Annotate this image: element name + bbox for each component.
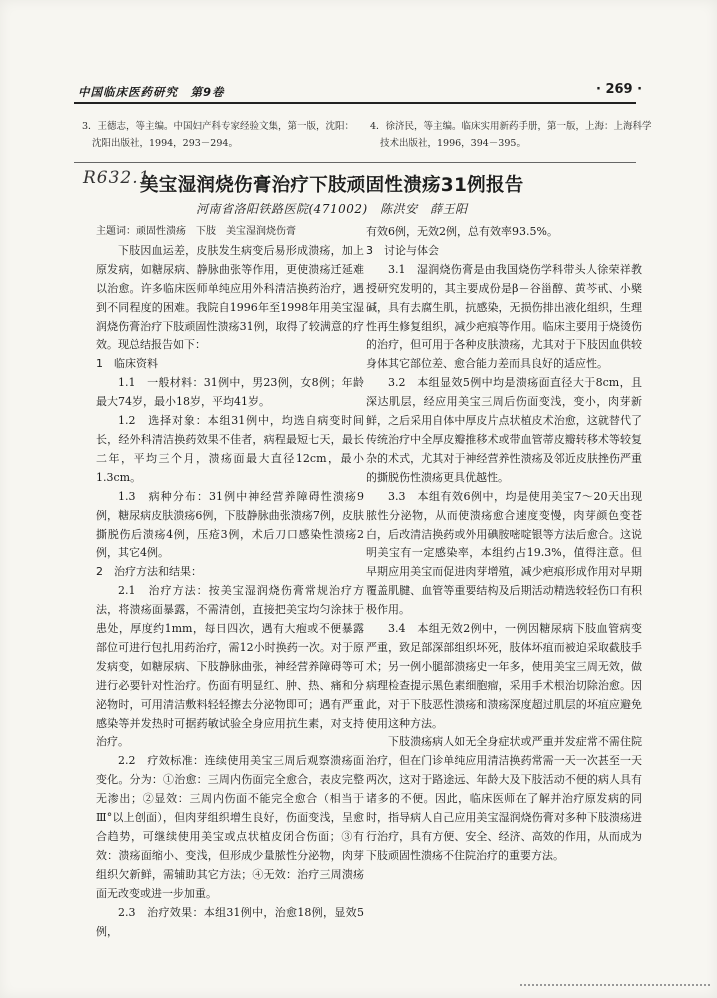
paragraph: 1.3 病种分布：31例中神经营养障碍性溃疡9例，糖尿病皮肤溃疡6例，下肢静脉曲张溃疡7例，皮肤撕脱伤后溃疡4例，压疮3例，术后刀口感染性溃疡2例，其它4例。 [96, 489, 364, 560]
right-column [366, 223, 642, 866]
page-number: · 269 · [596, 82, 643, 97]
paragraph: 3.4 本组无效2例中，一例因糖尿病下肢血管病变严重，致足部深部组织坏死，肢体坏疽而被迫采取截肢手术；另一例小腿部溃疡史一年多，使用美宝三周无效，做病理检查提示黑色素细胞瘤，采用手术根治切除治愈。因此，对于下肢恶性溃疡和溃疡深度超过肌层的坏疽应避免使用这种方法。 [366, 622, 642, 730]
article-affiliation: 河南省洛阳铁路医院(471002) 陈洪安 薛王阳 [196, 202, 468, 216]
header-rule [74, 102, 636, 104]
paragraph: 1.2 选择对象：本组31例中，均选自病变时间长，经外科清洁换药效果不佳者，病程最短七天，最长二年，平均三个月，溃疡面最大直径12cm，最小1.3cm。 [96, 414, 364, 484]
reference-item: 4．徐济民，等主编。临床实用新药手册，第一版，上海：上海科学技术出版社，1996，394－395。 [370, 121, 652, 149]
paragraph: 2.1 治疗方法：按美宝湿润烧伤膏常规治疗方法，将溃疡面暴露，不需清创，直接把美宝均匀涂抹于患处，厚度约1mm，每日四次，遇有大疱或不便暴露部位可进行包扎用药治疗，需12小时换药一次。对于原发病变，如糖尿病、下肢静脉曲张，神经营养障碍等可进行必要针对性治疗。伤面有明显红、肿、热、痛和分泌物时，可用清洁敷料轻轻擦去分泌物即可；遇有严重感染等并发热时可据药敏试验全身应用抗生素，对支持治疗。 [96, 584, 364, 749]
scan-artifact-dots [520, 984, 710, 986]
paragraph: 3.1 湿润烧伤膏是由我国烧伤学科带头人徐荣祥教授研究发明的，其主要成份是β－谷甾醇、黄芩甙、小檗碱，具有去腐生肌，抗感染，无损伤排出液化组织，生理性再生修复组织，减少疤痕等作用。临床主要用于烧烫伤的治疗，但可用于各种皮肤溃疡，尤其对于下肢因血供较身体其它部位差、愈合能力差而具良好的适应性。 [366, 262, 642, 371]
article-title: 美宝湿润烧伤膏治疗下肢顽固性溃疡31例报告 [140, 175, 524, 196]
right-column-body [366, 223, 642, 866]
paragraph: 3.3 本组有效6例中，均是使用美宝7～20天出现脓性分泌物，从而使溃疡愈合速度变慢，肉芽颜色变苍白，后改清洁换药或外用碘胺嘧啶银等方法后愈合。这说明美宝有一定感染率，本组约占19.3%，值得注意。但早期应用美宝而促进肉芽增殖，减少疤痕形成作用对早期覆盖肌腱、血管等重要结构及后期活动精选较轻伤口有积极作用。 [366, 489, 642, 617]
references-left [82, 118, 362, 152]
paragraph: 2.3 治疗效果：本组31例中，治愈18例，显效5例， [96, 905, 364, 938]
section-heading: 1 临床资料 [96, 357, 158, 371]
references-right [370, 118, 660, 152]
running-header-journal: 中国临床医药研究 第9卷 [78, 85, 225, 99]
left-column [96, 223, 364, 941]
left-column-body [96, 242, 364, 942]
handwritten-classification-mark: R632.1 [83, 168, 151, 188]
section-heading: 2 治疗方法和结果： [96, 565, 202, 579]
paragraph: 3.2 本组显效5例中均是溃疡面直径大于8cm，且深达肌层，经应用美宝三周后伤面变浅，变小，肉芽新鲜，之后采用自体中厚皮片点状植皮术治愈，这就替代了传统治疗中全厚皮瓣推移术或带血管蒂皮瓣转移术等较复杂的术式，尤其对于神经营养性溃疡及邻近皮肤挫伤严重的撕脱伤性溃疡更具优越性。 [366, 376, 642, 484]
paragraph: 1.1 一般材料：31例中，男23例，女8例；年龄最大74岁，最小18岁，平均41岁。 [96, 376, 364, 409]
section-heading: 3 讨论与体会 [366, 243, 439, 257]
keywords: 主题词：顽固性溃疡 下肢 美宝湿润烧伤膏 [96, 226, 296, 237]
paragraph: 下肢溃疡病人如无全身症状或严重并发症常不需住院治疗，但在门诊单纯应用清洁换药常需一天一次甚至一天两次，这对于路途远、年龄大及下肢活动不便的病人具有诸多的不便。因此，临床医师在了解并治疗原发病的同时，指导病人自己应用美宝湿润烧伤膏对多种下肢溃疡进行治疗，具有方便、安全、经济、高效的作用，从而成为下肢顽固性溃疡不住院治疗的重要方法。 [366, 735, 642, 862]
section-rule [74, 162, 636, 163]
reference-item: 3．王德志，等主编。中国妇产科专家经验文集，第一版，沈阳：沈阳出版社，1994，293－294。 [82, 121, 355, 149]
paragraph: 下肢因血运差，皮肤发生病变后易形成溃疡，加上原发病，如糖尿病、静脉曲张等作用，更使溃疡迁延难以治愈。许多临床医师单纯应用外科清洁换药治疗，遇到不同程度的困难。我院自1996年至1998年用美宝湿润烧伤膏治疗下肢顽固性溃疡31例，取得了较满意的疗效。现总结报告如下： [96, 243, 364, 352]
paragraph: 有效6例，无效2例，总有效率93.5%。 [366, 225, 558, 238]
paragraph: 2.2 疗效标准：连续使用美宝三周后观察溃疡面变化。分为：①治愈：三周内伤面完全愈合，表皮完整无渗出；②显效：三周内伤面不能完全愈合（相当于Ⅲ°以上创面），但肉芽组织增生良好，伤面变浅，呈愈合趋势，可继续使用美宝或点状植皮闭合伤面；③有效：溃疡面缩小、变浅，但形成少量脓性分泌物，肉芽组织欠新鲜，需辅助其它方法；④无效：治疗三周溃疡面无改变或进一步加重。 [96, 754, 364, 900]
